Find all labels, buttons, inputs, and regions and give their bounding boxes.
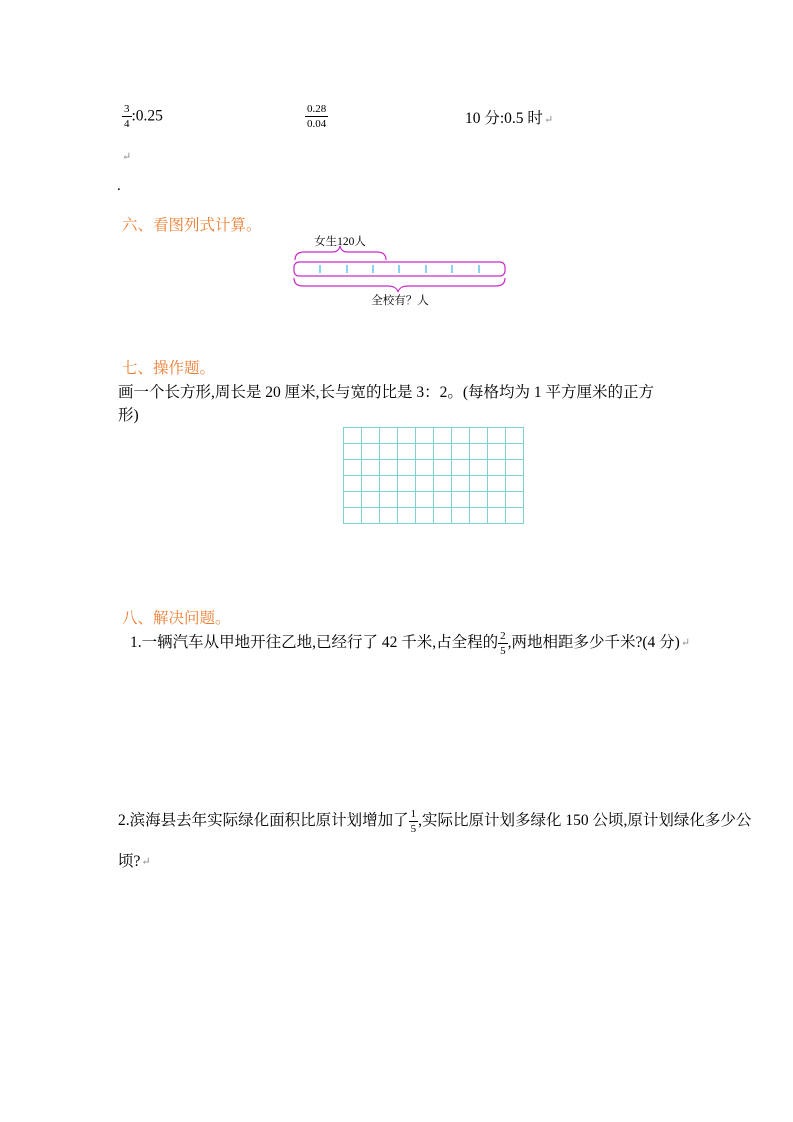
problem-2-line-1 xyxy=(118,808,758,835)
section-7-problem-line-2: 形) xyxy=(118,407,139,424)
problem-1-prefix: 1.一辆汽车从甲地开往乙地,已经行了 42 千米,占全程的 xyxy=(130,634,499,652)
expression-3-text: 10 分:0.5 时 xyxy=(465,110,543,127)
expression-1 xyxy=(122,103,163,130)
section-6-heading: 六、看图列式计算。 xyxy=(122,217,262,234)
drawing-grid xyxy=(343,427,524,524)
section-7-problem-line-1: 画一个长方形,周长是 20 厘米,长与宽的比是 3：2。(每格均为 1 平方厘米的正方 xyxy=(118,384,655,401)
stray-dot: . xyxy=(117,178,121,194)
return-mark: ↵ xyxy=(141,855,151,868)
fraction-2-5 xyxy=(498,630,508,657)
fraction-numerator: 1 xyxy=(409,808,419,822)
fraction-numerator: 0.28 xyxy=(305,103,328,117)
return-mark: ↵ xyxy=(680,637,691,650)
section-8-heading: 八、解决问题。 xyxy=(122,610,231,627)
problem-2-line-2: 顷?↵ xyxy=(118,853,151,870)
fraction-numerator: 2 xyxy=(498,630,508,644)
stray-return-mark: ↵ xyxy=(122,150,132,163)
expression-1-suffix: :0.25 xyxy=(131,107,163,125)
fraction-028-004 xyxy=(305,103,328,130)
return-mark: ↵ xyxy=(543,113,554,126)
bar-diagram xyxy=(292,234,508,306)
fraction-denominator: 0.04 xyxy=(307,118,327,131)
problem-1-suffix: ,两地相距多少千米?(4 分) xyxy=(507,634,680,652)
expression-3 xyxy=(465,107,553,130)
fraction-denominator: 5 xyxy=(500,645,506,658)
fraction-denominator: 4 xyxy=(124,118,130,131)
fraction-1-5 xyxy=(409,808,419,835)
section-7-heading: 七、操作题。 xyxy=(122,360,216,377)
expression-2 xyxy=(305,103,328,130)
diagram-bottom-label: 全校有？人 xyxy=(371,295,429,306)
problem-1 xyxy=(130,630,750,657)
fraction-denominator: 5 xyxy=(410,823,417,836)
bar-tick-marks xyxy=(320,265,479,273)
problem-2-suffix: ,实际比原计划多绿化 150 公顷,原计划绿化多少公 xyxy=(418,812,752,830)
diagram-top-label: 女生120人 xyxy=(314,236,366,248)
top-brace xyxy=(295,246,386,260)
fraction-3-4 xyxy=(122,103,132,130)
problem-2-prefix: 2.滨海县去年实际绿化面积比原计划增加了 xyxy=(118,812,409,830)
fraction-numerator: 3 xyxy=(122,103,132,117)
bottom-brace xyxy=(294,278,505,292)
